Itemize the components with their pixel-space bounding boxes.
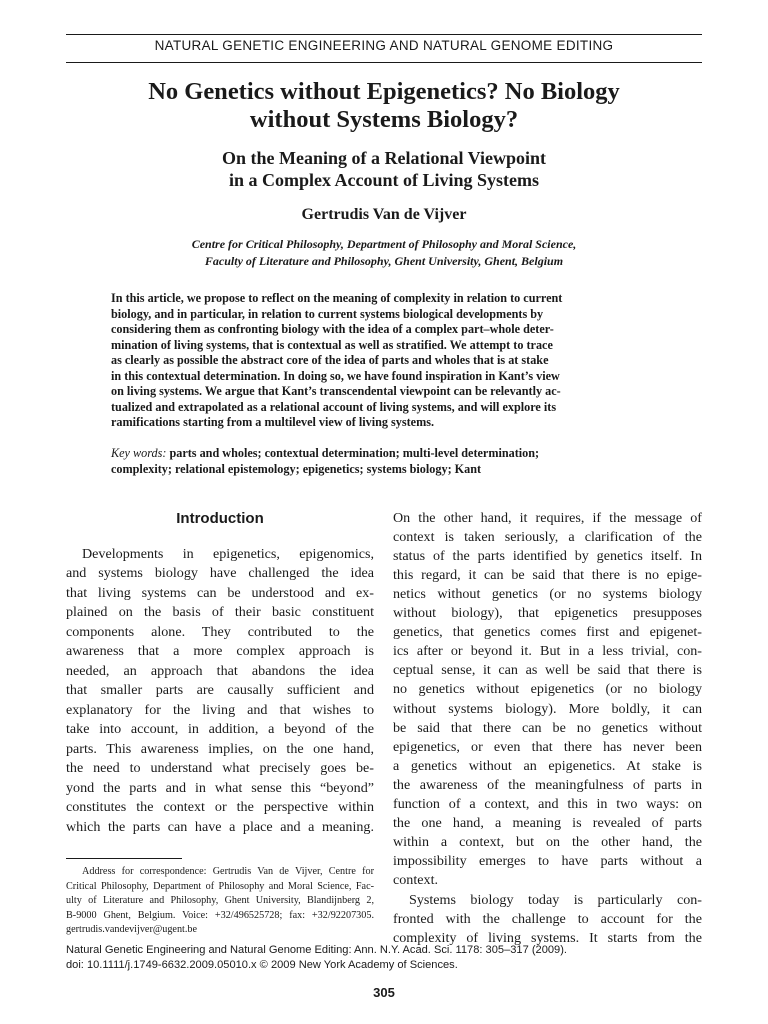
doi-line: doi: 10.1111/j.1749-6632.2009.05010.x © 2009 New York Academy of Sciences. [66, 959, 458, 971]
footnote-rule [66, 858, 182, 859]
body-line: which the parts can have a place and a meaning. [66, 818, 374, 835]
affiliation-line: Faculty of Literature and Philosophy, Ghent University, Ghent, Belgium [204, 254, 564, 268]
body-line: Systems biology today is particularly con- [409, 891, 702, 908]
body-line: this regard, it can be said that there is no epige- [393, 566, 702, 583]
keywords-line [111, 446, 659, 461]
body-line: a genetics without an epigenetics. At stake is [393, 757, 702, 774]
body-line: within a context, but on the other hand, the [393, 834, 702, 851]
affiliation-line: Centre for Critical Philosophy, Department of Philosophy and Moral Science, [191, 237, 577, 251]
section-heading: Introduction [176, 510, 264, 527]
body-line: epigenetics, or even that there has never been [393, 738, 702, 755]
abstract-line: in this contextual determination. In doing so, we have found inspiration in Kant’s view [111, 368, 560, 383]
abstract-line: tualized and extrapolated as a relational account of living systems, and will explore its [111, 399, 557, 414]
abstract-line: biology, and in particular, in relation to current systems biological developments by [111, 306, 544, 321]
article-title [66, 78, 702, 134]
body-line: complexity of living systems. It starts from the [393, 929, 702, 946]
body-line: fronted with the challenge to account for the [393, 910, 702, 927]
body-line: that smaller parts are causally sufficient and [66, 682, 374, 698]
body-line: status of the parts identified by genetics itself. In [393, 547, 702, 564]
body-line: On the other hand, it requires, if the message of [393, 509, 702, 526]
footnote-line: Critical Philosophy, Department of Philosophy and Moral Science, Fac- [66, 880, 374, 892]
abstract-line: In this article, we propose to reflect on the meaning of complexity in relation to current [111, 291, 563, 305]
title-line: No Genetics without Epigenetics? No Biology [148, 78, 620, 105]
abstract-line: considering them as confronting biology with the idea of a complex part–whole deter- [111, 322, 554, 336]
abstract-line: on living systems. We argue that Kant’s transcendental viewpoint can be relevantly ac- [111, 384, 561, 398]
body-line: plained on the basis of their basic constituent [66, 604, 374, 620]
body-line: yond the parts and in what sense this “beyond” [66, 779, 374, 796]
body-line: genetics, that genetics comes first and epigenet- [393, 624, 702, 641]
body-line: context is taken seriously, a clarification of the [393, 528, 702, 545]
footnote-email: gertrudis.vandevijver@ugent.be [66, 924, 198, 935]
body-line: take into account, in addition, a beyond of the [66, 721, 374, 737]
keywords-label: Key words: [111, 446, 167, 460]
body-line: that living systems can be understood and ex- [66, 584, 374, 601]
page-number: 305 [373, 985, 395, 1000]
body-line: be said that there can be no genetics without [393, 719, 702, 736]
abstract-line: as clearly as possible the abstract core of the idea of parts and wholes that is at stake [111, 353, 549, 367]
body-line: netics without genetics (or no systems biology [393, 585, 702, 602]
subtitle-line: in a Complex Account of Living Systems [228, 170, 540, 190]
body-line: ceptual sense, it can as well be said that there is [393, 662, 702, 679]
body-line: context. [393, 872, 439, 889]
body-line: constitutes the context or the perspective within [66, 799, 374, 815]
footnote-line: B-9000 Ghent, Belgium. Voice: +32/496525728; fax: +32/92207305. [66, 909, 374, 921]
body-line: explanatory for the living and that wishes to [66, 701, 374, 718]
article-subtitle [66, 147, 702, 191]
body-line: the one hand, a meaning is revealed of parts [393, 815, 702, 832]
body-line: Developments in epigenetics, epigenomics, [82, 545, 374, 562]
author-affiliation [66, 236, 702, 270]
body-line: parts. This awareness implies, on the one hand, [66, 740, 374, 757]
keywords-text: parts and wholes; contextual determination; multi-level determination; [169, 446, 540, 460]
body-line: components alone. They contributed to the [66, 623, 374, 640]
body-line: ics after or beyond it. But in a less trivial, con- [393, 643, 702, 660]
body-line: awareness that a more complex approach is [66, 643, 374, 659]
body-line: the need to understand what precisely goes be- [66, 760, 374, 776]
footnote-line: ulty of Literature and Philosophy, Ghent University, Blandijnberg 2, [66, 895, 374, 906]
body-line: without biology), that epigenetics presupposes [393, 605, 702, 621]
body-line: the awareness of the meaningfulness of parts in [393, 776, 702, 793]
header-rule [66, 62, 702, 63]
body-line: without systems biology). More boldly, it can [393, 700, 702, 717]
body-line: and systems biology have challenged the idea [66, 565, 374, 581]
running-head: NATURAL GENETIC ENGINEERING AND NATURAL GENOME EDITING [154, 38, 614, 53]
author-name: Gertrudis Van de Vijver [301, 206, 467, 223]
body-line: no genetics without epigenetics (or no biology [393, 681, 702, 698]
citation-line: Natural Genetic Engineering and Natural Genome Editing: Ann. N.Y. Acad. Sci. 1178: 305–317 (2009). [66, 944, 567, 956]
body-line: impossibility emerges to have parts without a [393, 853, 702, 870]
abstract-line: mination of living systems, that is contextual as well as stratified. We attempt to trace [111, 337, 553, 352]
subtitle-line: On the Meaning of a Relational Viewpoint [221, 148, 546, 168]
body-line: function of a context, and this in two ways: on [393, 796, 702, 812]
footnote-line: Address for correspondence: Gertrudis Van de Vijver, Centre for [82, 866, 374, 877]
keywords-line: complexity; relational epistemology; epigenetics; systems biology; Kant [111, 461, 482, 476]
body-line: needed, an approach that abandons the idea [66, 662, 374, 679]
title-line: without Systems Biology? [249, 106, 519, 133]
top-rule [66, 34, 702, 35]
abstract-line: ramifications starting from a multilevel view of living systems. [111, 415, 435, 429]
